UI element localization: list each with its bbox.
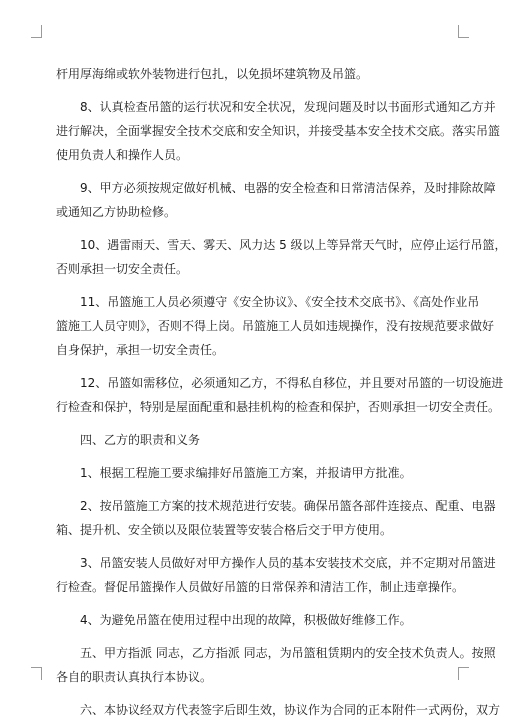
text-line: 箱、提升机、安全锁以及限位装置等安装合格后交于甲方使用。 — [56, 523, 393, 537]
paragraph-item-11 — [56, 290, 495, 362]
paragraph-b-item-4 — [56, 608, 446, 632]
text-line: 11、吊篮施工人员必须遵守《安全协议》、《安全技术交底书》、《高处作业吊 — [80, 295, 480, 309]
text-line: 9、甲方必须按规定做好机械、电器的安全检查和日常清洁保养，及时排除故障 — [80, 181, 496, 195]
crop-mark-bottom-left — [31, 667, 42, 680]
section-heading: 四、乙方的职责和义务 — [80, 433, 201, 447]
crop-mark-bottom-right — [458, 667, 469, 680]
text-line: 4、为避免吊篮在使用过程中出现的故障，积极做好维修工作。 — [80, 613, 412, 627]
text-line: 2、按吊篮施工方案的技术规范进行安装。确保吊篮各部件连接点、配重、电器 — [80, 499, 496, 513]
text-line: 使用负责人和操作人员。 — [56, 148, 189, 162]
paragraph-item-10 — [56, 233, 507, 281]
text-line: 否则承担一切安全责任。 — [56, 262, 189, 276]
text-line: 12、吊篮如需移位，必须通知乙方，不得私自移位，并且要对吊篮的一切设施进 — [80, 376, 504, 390]
paragraph-item-9 — [56, 176, 496, 224]
text-line: 3、吊篮安装人员做好对甲方操作人员的基本安装技术交底，并不定期对吊篮进 — [80, 556, 496, 570]
paragraph-item-8 — [56, 95, 501, 167]
text-line: 行检查。督促吊篮操作人员做好吊篮的日常保养和清洁工作，制止违章操作。 — [56, 580, 465, 594]
crop-mark-top-right — [458, 25, 469, 38]
paragraph-b-item-3 — [56, 551, 496, 599]
crop-mark-top-left — [31, 25, 42, 38]
text-line: 8、认真检查吊篮的运行状况和安全状况，发现问题及时以书面形式通知乙方并 — [80, 100, 496, 114]
section-heading-party-b — [56, 428, 446, 452]
text-line: 10、遇雷雨天、雪天、雾天、风力达 5 级以上等异常天气时，应停止运行吊篮， — [80, 238, 507, 252]
document-body — [56, 62, 507, 722]
paragraph-b-item-1 — [56, 461, 446, 485]
paragraph-section-5 — [56, 641, 496, 689]
paragraph-section-6 — [56, 698, 501, 722]
text-line: 五、甲方指派 同志，乙方指派 同志，为吊篮租赁期内的安全技术负责人。按照 — [80, 646, 496, 660]
text-line: 杆用厚海绵或软外装物进行包扎，以免损坏建筑物及吊篮。 — [56, 67, 369, 81]
paragraph-b-item-2 — [56, 494, 496, 542]
text-line: 进行解决，全面掌握安全技术交底和安全知识，并接受基本安全技术交底。落实吊篮 — [56, 124, 501, 138]
text-line: 行检查和保护，特别是屋面配重和悬挂机构的检查和保护，否则承担一切安全责任。 — [56, 400, 501, 414]
paragraph-continuation — [56, 62, 446, 86]
text-line: 各自的职责认真执行本协议。 — [56, 670, 213, 684]
text-line: 六、本协议经双方代表签字后即生效，协议作为合同的正本附件一式两份，双方 — [80, 703, 501, 717]
paragraph-item-12 — [56, 371, 504, 419]
text-line: 或通知乙方协助检修。 — [56, 205, 177, 219]
text-line: 1、根据工程施工要求编排好吊篮施工方案，并报请甲方批准。 — [80, 466, 412, 480]
text-line: 自身保护，承担一切安全责任。 — [56, 343, 225, 357]
text-line: 篮施工人员守则》，否则不得上岗。吊篮施工人员如违规操作，没有按规范要求做好 — [56, 319, 495, 333]
